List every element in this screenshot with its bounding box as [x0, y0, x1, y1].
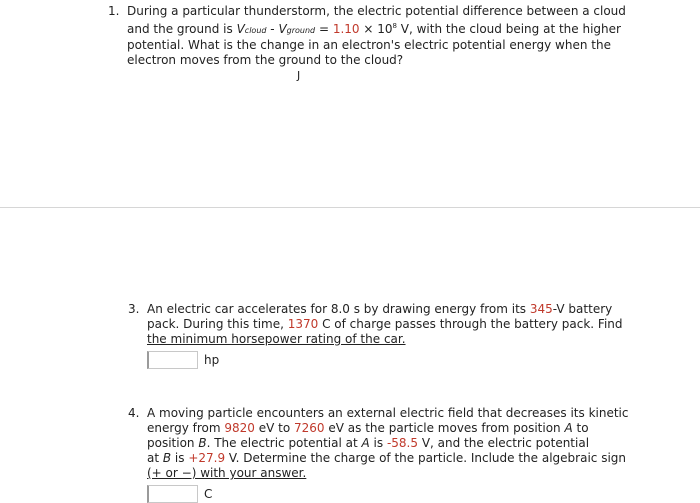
answer-input[interactable] — [147, 351, 198, 369]
question-number: 3. — [128, 302, 140, 316]
question-line: the minimum horsepower rating of the car. — [147, 332, 406, 346]
question-text — [127, 4, 626, 83]
question-line: During a particular thunderstorm, the electric potential difference between a cloud — [127, 4, 626, 18]
question-text — [147, 302, 623, 369]
answer-unit: C — [204, 486, 213, 501]
highlighted-value: -58.5 — [386, 436, 419, 450]
highlighted-value: 1370 — [287, 317, 319, 331]
question-line: pack. During this time, 1370 C of charge passes through the battery pack. Find — [147, 317, 623, 331]
answer-row — [147, 485, 628, 503]
question-number: 1. — [108, 4, 120, 18]
question-line: position B. The electric potential at A is -58.5 V, and the electric potential — [147, 436, 590, 450]
question-line: (+ or −) with your answer. — [147, 466, 307, 480]
highlighted-value: 1.10 — [332, 22, 360, 36]
highlighted-value: 7260 — [294, 421, 325, 435]
question-text — [147, 406, 628, 503]
highlighted-value: 9820 — [224, 421, 255, 435]
question-line: A moving particle encounters an external electric field that decreases its kinetic — [147, 406, 629, 420]
question-line: electron moves from the ground to the cloud? — [127, 53, 404, 67]
answer-input[interactable] — [147, 485, 198, 503]
question-line: potential. What is the change in an electron's electric potential energy when the — [127, 38, 611, 52]
highlighted-value: +27.9 — [188, 451, 226, 465]
answer-row — [147, 351, 623, 369]
question-line: at B is +27.9 V. Determine the charge of the particle. Include the algebraic sign — [147, 451, 627, 465]
question-line: and the ground is Vcloud - Vground = $1.10 \times 10^8$ V, with the cloud being at the higher — [127, 22, 621, 36]
answer-unit: J — [297, 69, 301, 82]
question-number: 4. — [128, 406, 140, 420]
answer-unit: hp — [204, 352, 220, 367]
question-line: energy from 9820 eV to 7260 eV as the particle moves from position A to — [147, 421, 589, 435]
question-line: An electric car accelerates for 8.0 s by drawing energy from its 345-V battery — [147, 302, 613, 316]
highlighted-value: 345 — [529, 302, 553, 316]
section-divider — [0, 207, 700, 208]
